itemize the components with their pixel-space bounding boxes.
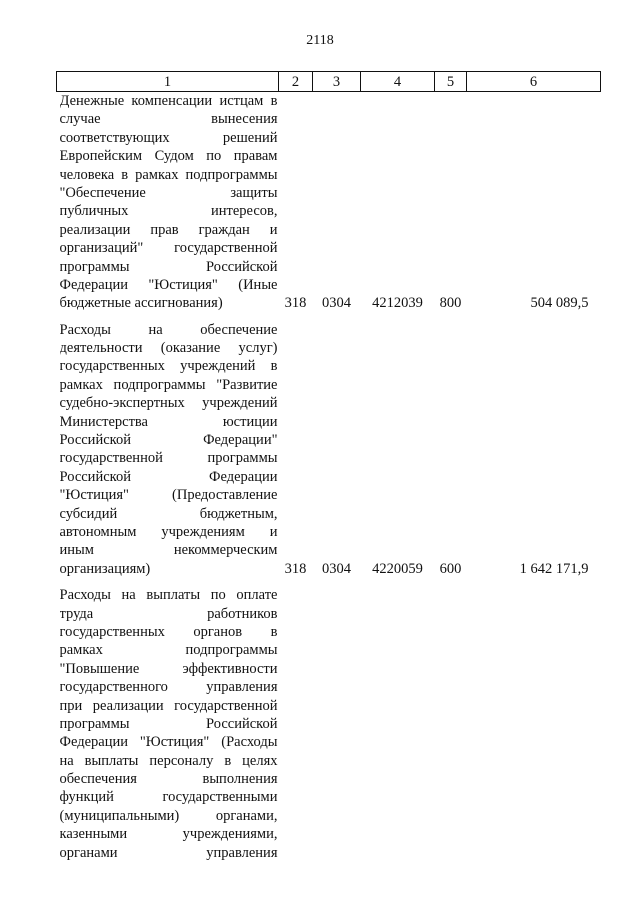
description-line: Российской Федерации <box>59 468 278 485</box>
amount-value: 1 642 171,9 <box>519 560 589 577</box>
description-line: соответствующих решений <box>59 129 278 146</box>
expense-type-code: 800 <box>439 295 462 312</box>
description-line: "Юстиция" (Предоставление <box>59 487 278 504</box>
target-code: 4220059 <box>372 560 423 577</box>
description-line: рамках подпрограммы <box>59 642 278 659</box>
description-line: субсидий бюджетным, <box>59 505 278 522</box>
description-line: Федерации "Юстиция" (Расходы <box>59 734 278 751</box>
section-code: 0304 <box>322 295 351 312</box>
target-code <box>361 586 435 862</box>
section-code: 0304 <box>322 560 351 577</box>
description-line: Расходы на выплаты по оплате <box>59 587 278 604</box>
description-line: обеспечения выполнения <box>59 771 278 788</box>
row-description <box>57 586 279 862</box>
description-line: случае вынесения <box>59 111 278 128</box>
ministry-code: 318 <box>284 560 307 577</box>
row-spacer <box>57 313 601 321</box>
description-line: Денежные компенсации истцам в <box>59 93 278 109</box>
description-line: человека в рамках подпрограммы <box>59 166 278 183</box>
row-spacer <box>57 578 601 586</box>
amount-value <box>467 586 601 862</box>
header-col-3: 3 <box>313 72 361 92</box>
ministry-code <box>279 586 313 862</box>
description-line: государственной программы <box>59 450 278 467</box>
header-col-4: 4 <box>361 72 435 92</box>
table-row <box>57 321 601 578</box>
expense-type-code: 600 <box>439 560 462 577</box>
description-line: государственного управления <box>59 679 278 696</box>
description-line: Министерства юстиции <box>59 413 278 430</box>
description-line: бюджетные ассигнования) <box>59 295 223 312</box>
description-line: государственных учреждений в <box>59 358 278 375</box>
header-col-5: 5 <box>435 72 467 92</box>
description-line: автономным учреждениям и <box>59 523 278 540</box>
description-line: функций государственными <box>59 789 278 806</box>
description-line: деятельности (оказание услуг) <box>59 340 278 357</box>
table-row <box>57 586 601 862</box>
description-line: (муниципальными) органами, <box>59 807 278 824</box>
description-line: Расходы на обеспечение <box>59 321 278 338</box>
table-row <box>57 92 601 313</box>
description-line: государственных органов в <box>59 623 278 640</box>
ministry-code: 318 <box>284 295 307 312</box>
description-line: программы Российской <box>59 258 278 275</box>
description-line: Федерации "Юстиция" (Иные <box>59 276 278 293</box>
amount-value: 504 089,5 <box>530 295 589 312</box>
description-line: на выплаты персоналу в целях <box>59 752 278 769</box>
description-line: реализации прав граждан и <box>59 221 278 238</box>
description-line: организаций" государственной <box>59 240 278 257</box>
target-code: 4212039 <box>372 295 423 312</box>
description-line: рамках подпрограммы "Развитие <box>59 376 278 393</box>
description-line: "Обеспечение защиты <box>59 184 278 201</box>
expense-type-code <box>435 586 467 862</box>
row-description <box>57 321 279 578</box>
description-line: "Повышение эффективности <box>59 660 278 677</box>
page-number: 2118 <box>306 33 334 48</box>
description-line: при реализации государственной <box>59 697 278 714</box>
description-line: органами управления <box>59 844 278 861</box>
description-line: организациям) <box>59 560 151 577</box>
header-col-2: 2 <box>279 72 313 92</box>
description-line: казенными учреждениями, <box>59 826 278 843</box>
header-col-6: 6 <box>467 72 601 92</box>
header-col-1: 1 <box>57 72 279 92</box>
header-row <box>57 72 601 92</box>
description-line: иным некоммерческим <box>59 542 278 559</box>
section-code <box>313 586 361 862</box>
description-line: труда работников <box>59 605 278 622</box>
description-line: Российской Федерации" <box>59 432 278 449</box>
budget-table <box>56 71 601 862</box>
description-line: публичных интересов, <box>59 203 278 220</box>
description-line: судебно-экспертных учреждений <box>59 395 278 412</box>
row-description <box>57 92 279 313</box>
description-line: Европейским Судом по правам <box>59 148 278 165</box>
description-line: программы Российской <box>59 715 278 732</box>
